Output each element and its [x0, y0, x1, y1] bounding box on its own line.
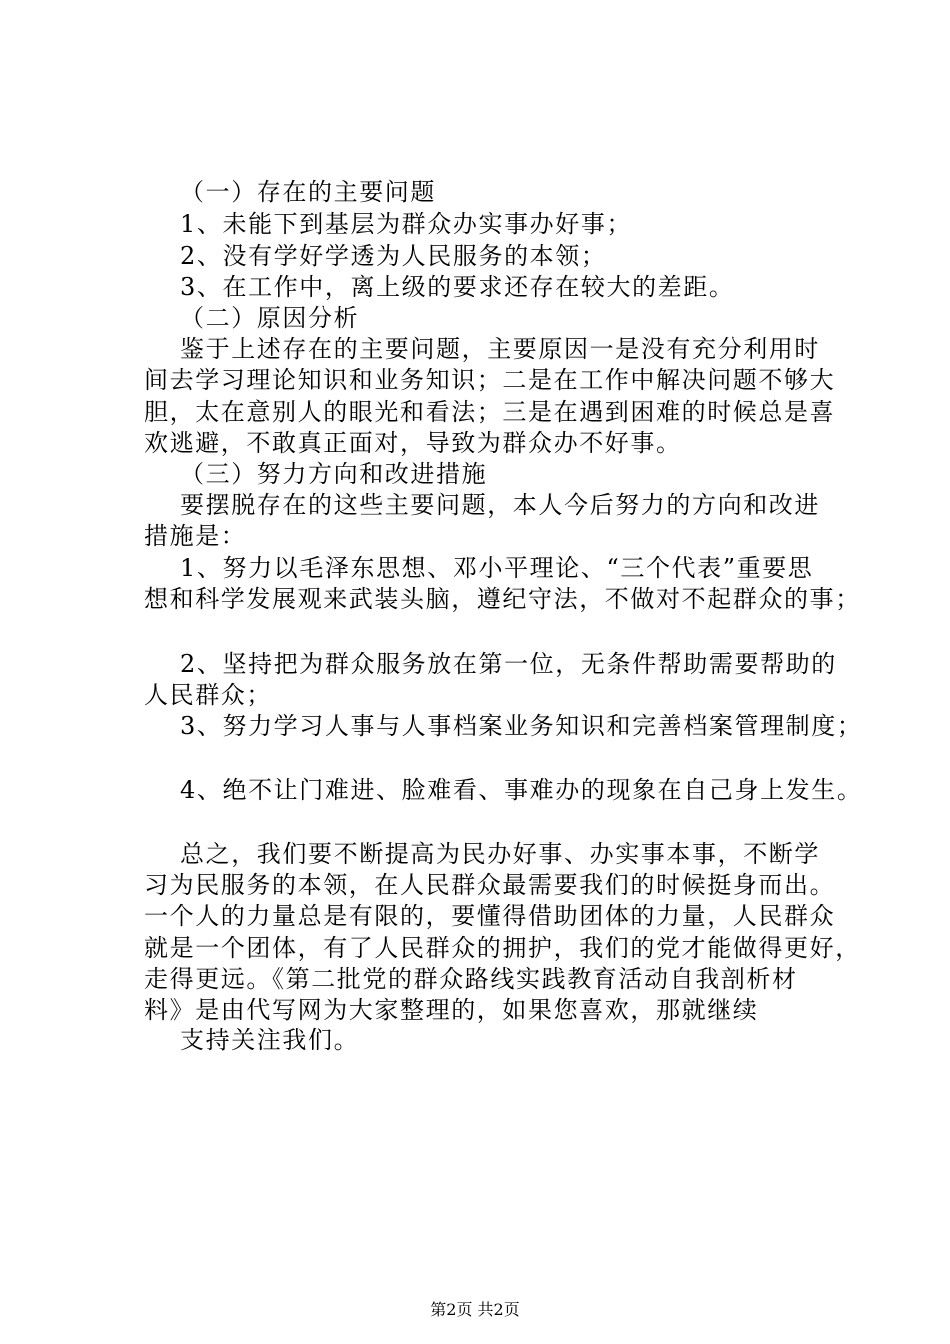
body-line: 2、坚持把为群众服务放在第一位，无条件帮助需要帮助的 [180, 650, 837, 678]
body-line: 一个人的力量总是有限的，要懂得借助团体的力量，人民群众 [144, 902, 836, 930]
body-line: 料》是由代写网为大家整理的，如果您喜欢，那就继续 [144, 996, 759, 1024]
body-line: 1、未能下到基层为群众办实事办好事； [180, 210, 633, 238]
body-line: 就是一个团体，有了人民群众的拥护，我们的党才能做得更好， [144, 934, 861, 962]
section-heading-analysis: （二）原因分析 [180, 304, 360, 332]
body-line: 间去学习理论知识和业务知识；二是在工作中解决问题不够大 [144, 366, 836, 394]
body-line: 走得更远。《第二批党的群众路线实践教育活动自我剖析材 [144, 965, 798, 993]
body-line: 胆，太在意别人的眼光和看法；三是在遇到困难的时候总是喜 [144, 398, 836, 426]
body-line: 1、努力以毛泽东思想、邓小平理论、“三个代表”重要思 [180, 554, 814, 582]
body-line: 3、在工作中，离上级的要求还存在较大的差距。 [180, 273, 735, 301]
body-line: 欢逃避，不敢真正面对，导致为群众办不好事。 [144, 429, 682, 457]
body-line: 措施是： [144, 522, 247, 550]
body-line: 人民群众； [144, 681, 272, 709]
section-heading-problems: （一）存在的主要问题 [180, 178, 436, 206]
body-line: 2、没有学好学透为人民服务的本领； [180, 242, 607, 270]
body-line: 鉴于上述存在的主要问题，主要原因一是没有充分利用时 [180, 335, 820, 363]
body-line: 支持关注我们。 [180, 1026, 360, 1054]
body-line: 3、努力学习人事与人事档案业务知识和完善档案管理制度； [180, 712, 863, 740]
body-line: 4、绝不让门难进、脸难看、事难办的现象在自己身上发生。 [180, 776, 863, 804]
page-number-footer: 第2页 共2页 [430, 1300, 520, 1319]
body-line: 想和科学发展观来武装头脑，遵纪守法，不做对不起群众的事； [144, 585, 861, 613]
body-line: 总之，我们要不断提高为民办好事、办实事本事，不断学 [180, 840, 820, 868]
section-heading-measures: （三）努力方向和改进措施 [180, 460, 488, 488]
body-line: 习为民服务的本领，在人民群众最需要我们的时候挺身而出。 [144, 871, 836, 899]
body-line: 要摆脱存在的这些主要问题，本人今后努力的方向和改进 [180, 491, 820, 519]
